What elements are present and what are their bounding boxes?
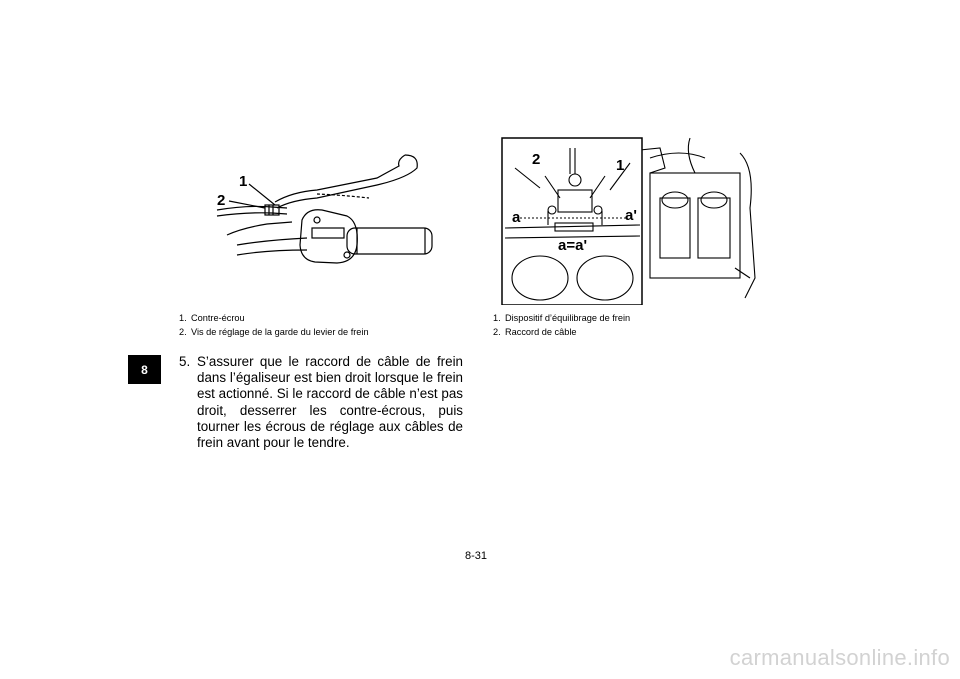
caption-item — [179, 311, 369, 325]
figure-right-label-1: 1 — [616, 157, 625, 174]
caption-text: Raccord de câble — [505, 327, 577, 337]
caption-number: 2. — [493, 327, 501, 337]
caption-list-right — [493, 311, 630, 339]
step-number: 5. — [179, 354, 191, 369]
figure-left-label-1: 1 — [239, 173, 248, 190]
caption-number: 1. — [493, 313, 501, 323]
chapter-tab: 8 — [128, 355, 161, 384]
instruction-step — [179, 354, 463, 451]
brake-equalizer-illustration — [500, 128, 790, 305]
figure-right-label-a-equals: a=a' — [558, 237, 588, 254]
caption-item — [493, 311, 630, 325]
figure-right-label-2: 2 — [532, 151, 541, 168]
caption-text: Vis de réglage de la garde du levier de frein — [191, 327, 369, 337]
caption-text: Contre-écrou — [191, 313, 245, 323]
brake-equalizer-drawing — [500, 128, 790, 305]
figure-right-label-a-prime: a' — [625, 207, 637, 224]
figure-right-label-a: a — [512, 209, 521, 226]
brake-lever-drawing — [197, 150, 467, 300]
caption-list-left — [179, 311, 369, 339]
watermark: carmanualsonline.info — [729, 645, 950, 670]
page-number: 8-31 — [465, 550, 488, 562]
brake-lever-illustration — [197, 150, 467, 300]
caption-number: 2. — [179, 327, 187, 337]
caption-item — [179, 325, 369, 339]
caption-text: Dispositif d’équilibrage de frein — [505, 313, 631, 323]
figure-left-label-2: 2 — [217, 192, 226, 209]
step-text: S’assurer que le raccord de câble de frein dans l’égaliseur est bien droit lorsque le frein est actionné. Si le raccord de câble n’est pas droit, desserrer les contre-écrous, puis tourner les écrous de réglage aux câbles de frein avant pour le tendre. — [197, 354, 463, 451]
caption-number: 1. — [179, 313, 187, 323]
caption-item — [493, 325, 630, 339]
